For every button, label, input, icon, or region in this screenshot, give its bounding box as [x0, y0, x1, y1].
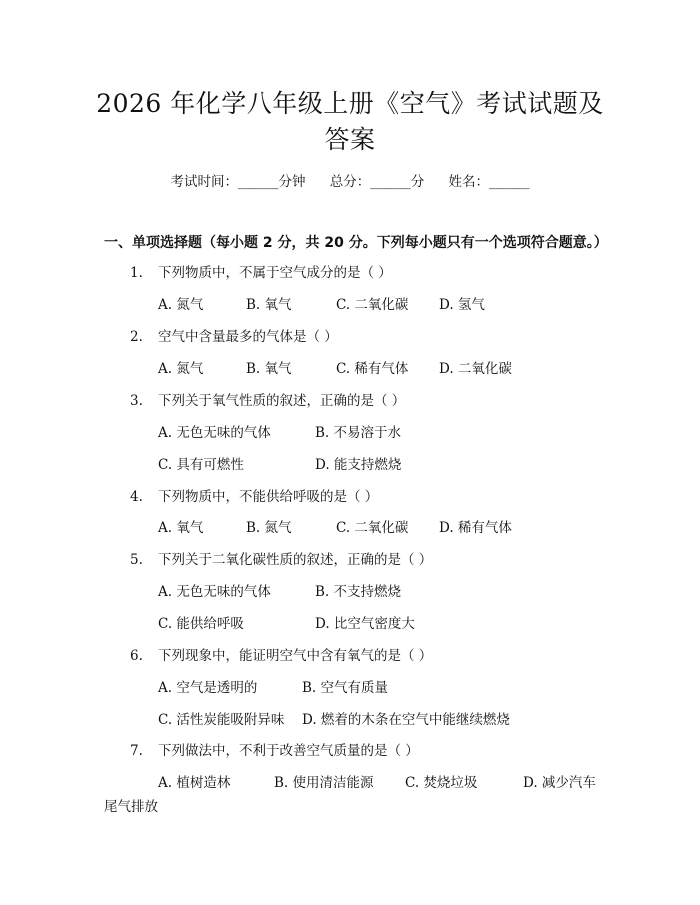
question-text: 下列做法中，不利于改善空气质量的是（ ） — [158, 743, 419, 759]
option-d: D. 比空气密度大 — [315, 616, 415, 632]
option-a: A. 无色无味的气体 — [158, 425, 271, 441]
question-3 — [130, 389, 405, 409]
question-1 — [130, 261, 392, 281]
option-d: D. 燃着的木条在空气中能继续燃烧 — [302, 712, 510, 728]
option-b: B. 不支持燃烧 — [315, 584, 402, 600]
option-a: A. 氧气 — [158, 520, 204, 536]
option-a: A. 氮气 — [158, 361, 204, 377]
option-d: D. 氢气 — [439, 297, 485, 313]
option-a: A. 植树造林 — [158, 775, 231, 791]
question-6 — [130, 644, 432, 664]
question-4 — [130, 485, 378, 505]
page-title: 2026 年化学八年级上册《空气》考试试题及 — [96, 89, 604, 118]
question-number: 5. — [130, 552, 143, 568]
question-text: 下列关于氧气性质的叙述，正确的是（ ） — [158, 393, 406, 409]
exam-info-line — [0, 170, 700, 190]
option-a: A. 空气是透明的 — [158, 680, 258, 696]
option-d: D. 减少汽车 — [523, 775, 596, 791]
option-d: D. 稀有气体 — [439, 520, 512, 536]
option-c: C. 活性炭能吸附异味 — [158, 712, 285, 728]
option-c: C. 二氧化碳 — [336, 297, 409, 313]
option-d: D. 能支持燃烧 — [315, 457, 402, 473]
option-b: B. 氮气 — [246, 520, 292, 536]
option-b: B. 氧气 — [246, 361, 292, 377]
option-c: C. 稀有气体 — [336, 361, 409, 377]
question-number: 2. — [130, 329, 143, 345]
question-text: 下列物质中，不能供给呼吸的是（ ） — [158, 489, 379, 505]
option-b: B. 氧气 — [246, 297, 292, 313]
option-c: C. 二氧化碳 — [336, 520, 409, 536]
question-2 — [130, 325, 338, 345]
question-text: 空气中含量最多的气体是（ ） — [158, 329, 338, 345]
question-number: 4. — [130, 489, 143, 505]
question-number: 1. — [130, 265, 143, 281]
student-name: 姓名：______ — [448, 174, 530, 190]
option-c: C. 具有可燃性 — [158, 457, 244, 473]
option-b: B. 不易溶于水 — [315, 425, 402, 441]
question-number: 6. — [130, 648, 143, 664]
option-c: C. 能供给呼吸 — [158, 616, 244, 632]
option-b: B. 使用清洁能源 — [274, 775, 374, 791]
total-score: 总分：______分 — [329, 174, 425, 190]
section-heading: 一、单项选择题（每小题 2 分，共 20 分。下列每小题只有一个选项符合题意。） — [104, 235, 608, 251]
option-a: A. 氮气 — [158, 297, 204, 313]
question-text: 下列物质中，不属于空气成分的是（ ） — [158, 265, 392, 281]
question-number: 3. — [130, 393, 143, 409]
question-text: 下列现象中，能证明空气中含有氧气的是（ ） — [158, 648, 433, 664]
option-d-continued: 尾气排放 — [104, 799, 158, 815]
exam-time: 考试时间：______分钟 — [170, 174, 306, 190]
page-title-continued: 答案 — [324, 125, 376, 154]
question-7 — [130, 739, 419, 759]
option-d: D. 二氧化碳 — [439, 361, 512, 377]
question-number: 7. — [130, 743, 143, 759]
option-a: A. 无色无味的气体 — [158, 584, 271, 600]
question-5 — [130, 548, 432, 568]
option-c: C. 焚烧垃圾 — [405, 775, 478, 791]
question-text: 下列关于二氧化碳性质的叙述，正确的是（ ） — [158, 552, 433, 568]
option-b: B. 空气有质量 — [302, 680, 389, 696]
